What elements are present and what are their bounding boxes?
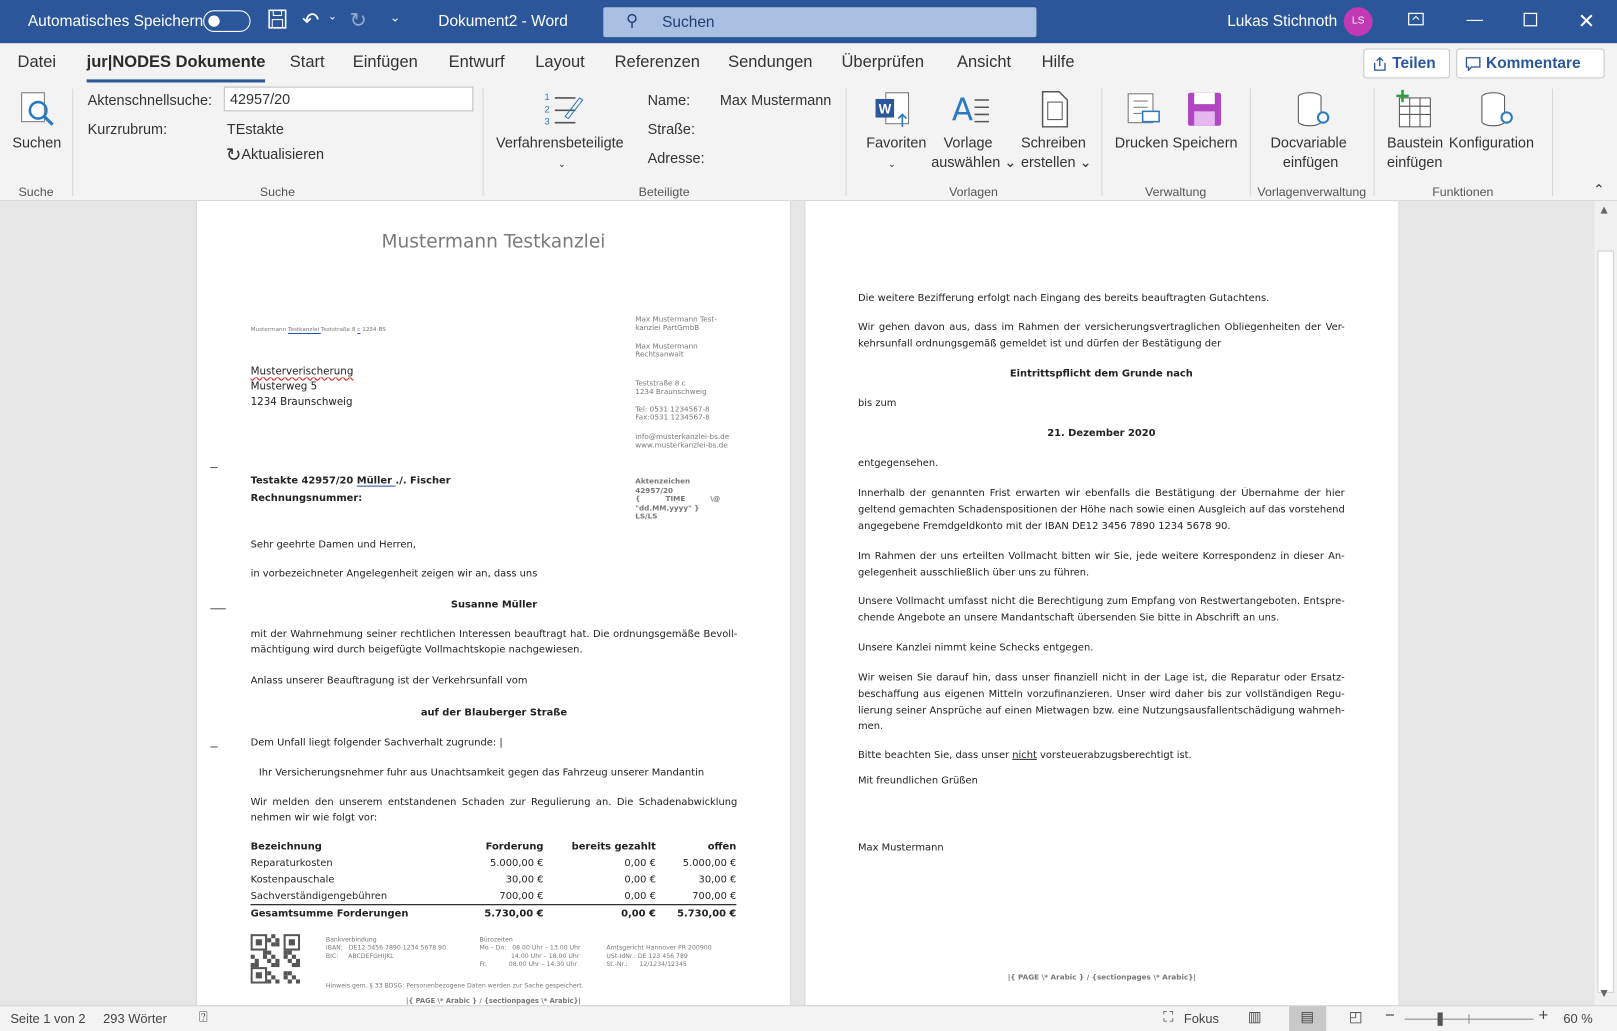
recipient-line-wrap — [251, 366, 354, 378]
group-label-vorlagenverwaltung: Vorlagenverwaltung — [1257, 184, 1367, 199]
group-divider — [846, 89, 847, 196]
subject-c: ./. Fischer — [395, 475, 451, 487]
text-line: geltend gemachten Schadenspositionen der Höhe nach sowie einen Ausgleich auf das vorstehend — [858, 504, 1345, 516]
tab-ueberpruefen[interactable]: Überprüfen — [841, 53, 925, 72]
margin-mark — [210, 467, 217, 468]
vat-a: Bitte beachten Sie, dass unser — [858, 749, 1013, 761]
read-mode-icon[interactable]: ▥ — [1247, 1008, 1262, 1025]
table-cell: Gesamtsumme Forderungen — [250, 908, 409, 920]
aktualisieren-label: Aktualisieren — [241, 145, 325, 162]
scroll-down-icon[interactable]: ▼ — [1600, 988, 1608, 1000]
sender-c: Teststraße 8 — [320, 326, 358, 334]
bank-line: BIC: ABCDEFGHIJKL — [325, 952, 394, 960]
sidebar-line: Rechtsanwalt — [635, 350, 684, 359]
text-line: Wir melden den unserem entstandenen Schaden zur Regulierung an. Die Schadenabwicklung — [250, 796, 738, 809]
baustein-label-2: einfügen — [1387, 153, 1443, 171]
text-line: bis zum — [858, 397, 897, 410]
tab-hilfe[interactable]: Hilfe — [1041, 53, 1075, 72]
court-line: USt-IdNr.: DE 123 456 789 — [606, 952, 688, 960]
sidebar-line: Tel: 0531 1234567-8 — [635, 405, 710, 414]
margin-mark — [210, 746, 217, 747]
group-divider — [1250, 89, 1251, 196]
table-cell: 700,00 € — [692, 890, 737, 903]
text-line: men. — [858, 720, 884, 733]
chevron-down-icon: ⌄ — [887, 158, 896, 170]
hours-line: Fr: 08.00 Uhr – 14.30 Uhr — [479, 960, 578, 969]
subject-a: Testakte 42957/20 — [250, 475, 357, 487]
tab-datei[interactable]: Datei — [17, 53, 57, 72]
autosave-label: Automatisches Speichern — [27, 12, 204, 30]
comments-button[interactable] — [1456, 48, 1605, 78]
text-line: Anlass unserer Beauftragung ist der Verkehrsunfall vom — [250, 675, 528, 687]
refresh-icon: ↻ — [225, 144, 242, 165]
text-line: Die weitere Bezifferung erfolgt nach Eingang des bereits beauftragten Gutachtens. — [858, 292, 1270, 305]
table-cell: 0,00 € — [624, 890, 656, 903]
reference-line: "dd.MM.yyyy" } — [635, 503, 700, 512]
comment-icon — [1465, 56, 1480, 70]
text-line: entgegensehen. — [858, 457, 939, 470]
user-name[interactable]: Lukas Stichnoth — [1227, 12, 1338, 30]
recipient-line: Musterverischerung — [250, 366, 354, 378]
text-line: nehmen wir wie folgt vor: — [250, 812, 378, 824]
court-line: St.-Nr.: 12/1234/12345 — [606, 960, 687, 969]
database-config-icon — [1479, 91, 1516, 130]
margin-mark — [210, 608, 225, 609]
group-divider — [1374, 89, 1375, 196]
sender-b: Testkanzlei — [287, 326, 321, 334]
signature: Max Mustermann — [858, 842, 944, 854]
table-cell: 700,00 € — [499, 890, 544, 903]
table-cell: bereits gezahlt — [571, 841, 656, 853]
text-line: gelegenheit ausschließlich über uns zu führen. — [858, 567, 1090, 579]
svg-text:1: 1 — [544, 92, 550, 103]
sidebar-line: kanzlei PartGmbB — [635, 323, 700, 332]
scroll-up-icon[interactable]: ▲ — [1600, 205, 1608, 216]
sidebar-line: www.musterkanzlei-bs.de — [635, 441, 728, 450]
text-line: Ihr Versicherungsnehmer fuhr aus Unachtsamkeit gegen das Fahrzeug unserer Mandantin — [258, 767, 705, 779]
subject-line — [251, 475, 451, 487]
group-label-verwaltung: Verwaltung — [1145, 184, 1207, 199]
vat-c: vorsteuerabzugsberechtigt ist. — [1036, 749, 1192, 761]
group-divider — [72, 89, 73, 196]
scrollbar-thumb[interactable] — [1597, 251, 1614, 993]
speichern-button[interactable] — [1172, 87, 1242, 169]
konfiguration-label: Konfiguration — [1448, 134, 1535, 151]
sidebar-line: 1234 Braunschweig — [635, 387, 707, 396]
table-cell: Sachverständigengebühren — [250, 890, 388, 903]
vat-line — [858, 750, 1192, 762]
favoriten-button[interactable] — [861, 87, 929, 176]
vertical-scrollbar[interactable] — [1594, 201, 1617, 1005]
numbered-list-icon — [542, 90, 583, 129]
tab-layout[interactable]: Layout — [535, 53, 585, 72]
text-line: auf der Blauberger Straße — [420, 707, 568, 719]
document-title: Dokument2 - Word — [438, 12, 568, 30]
table-cell: 0,00 € — [624, 874, 656, 886]
verfahrensbeteiligte-button[interactable] — [493, 87, 633, 169]
customize-qat-icon[interactable]: ⌄ — [389, 10, 401, 25]
table-cell: Reparaturkosten — [250, 857, 333, 870]
group-label-suche: Suche — [18, 184, 54, 199]
recipient-line: Musterweg 5 — [250, 381, 318, 393]
status-bar — [0, 1005, 1617, 1031]
table-cell: 30,00 € — [698, 874, 737, 886]
table-cell: 0,00 € — [624, 857, 656, 870]
group-label-suche: Suche — [259, 184, 295, 199]
group-label-funktionen: Funktionen — [1432, 184, 1494, 199]
kurzrubrum-value: TEstakte — [226, 120, 284, 138]
table-cell: 30,00 € — [505, 874, 544, 886]
table-cell: 5.730,00 € — [677, 908, 737, 920]
name-value: Max Mustermann — [719, 91, 832, 109]
adresse-label: Adresse: — [647, 149, 705, 166]
strasse-label: Straße: — [647, 120, 695, 138]
tab-sendungen[interactable]: Sendungen — [728, 53, 813, 72]
vat-b: nicht — [1012, 749, 1037, 761]
reference-line: { TIME \@ — [635, 494, 721, 504]
suchen-button[interactable] — [8, 87, 64, 169]
ribbon-tabs — [0, 43, 1617, 84]
tab-jurnodes-dokumente[interactable]: jur|NODES Dokumente — [86, 53, 266, 72]
group-divider — [1552, 89, 1553, 196]
hours-line: Mo – Do: 08.00 Uhr – 13.00 Uhr — [479, 944, 581, 952]
tab-einfuegen[interactable]: Einfügen — [352, 53, 418, 72]
sidebar-line: Teststraße 8 c — [635, 379, 686, 388]
docvariable-einfuegen-button[interactable] — [1266, 87, 1359, 176]
word-favorites-icon — [873, 90, 914, 131]
zoom-100-tick — [1469, 1015, 1470, 1024]
firm-title: Mustermann Testkanzlei — [381, 230, 606, 253]
schreiben-label-1: Schreiben — [1020, 134, 1086, 151]
table-cell: Forderung — [485, 841, 544, 853]
schreiben-label-2: erstellen ⌄ — [1020, 153, 1092, 171]
minimize-icon[interactable]: — — [1466, 11, 1483, 29]
aktualisieren-button[interactable] — [226, 144, 324, 166]
group-label-beteiligte: Beteiligte — [638, 184, 690, 199]
ribbon — [0, 85, 1617, 202]
title-bar — [0, 0, 1617, 43]
svg-text:2: 2 — [544, 104, 550, 115]
sidebar-line: info@musterkanzlei-bs.de — [635, 433, 730, 442]
sidebar-line: Max Mustermann Test- — [635, 315, 717, 324]
vorlage-label-1: Vorlage — [943, 134, 993, 151]
schreiben-erstellen-button[interactable] — [1019, 87, 1093, 176]
tab-referenzen[interactable]: Referenzen — [614, 53, 700, 72]
sender-d: c — [357, 326, 361, 334]
akten-label: Aktenschnellsuche: — [87, 91, 213, 109]
word-count[interactable]: 293 Wörter — [103, 1011, 167, 1026]
comments-label: Kommentare — [1486, 54, 1581, 73]
insert-table-icon — [1394, 90, 1433, 129]
close-icon[interactable]: ✕ — [1577, 10, 1596, 33]
search-icon: ⚲ — [625, 12, 639, 30]
table-cell: 0,00 € — [621, 908, 656, 920]
proofing-icon[interactable]: ⍰ — [199, 1008, 208, 1025]
autosave-toggle[interactable] — [203, 10, 250, 32]
group-label-vorlagen: Vorlagen — [949, 184, 998, 199]
hours-line: Bürozeiten — [479, 936, 513, 944]
table-cell: 5.730,00 € — [484, 908, 544, 920]
document-area — [0, 201, 1617, 1005]
text-line: Susanne Müller — [450, 599, 538, 611]
sender-a: Mustermann — [250, 326, 288, 334]
text-line: mächtigung wird durch beigefügte Vollmachtskopie nachgewiesen. — [250, 644, 583, 656]
text-line: mit der Wahrnehmung seiner rechtlichen Interessen beauftragt hat. Die ordnungsgemäße Bevoll- — [250, 628, 738, 641]
favoriten-label: Favoriten — [866, 134, 927, 151]
konfiguration-button[interactable] — [1448, 87, 1543, 169]
recipient-line: 1234 Braunschweig — [250, 396, 353, 409]
reference-line: 42957/20 — [635, 486, 674, 495]
zoom-in-icon[interactable]: + — [1538, 1007, 1549, 1025]
docvariable-label-1: Docvariable — [1270, 134, 1347, 151]
page-field: |{ PAGE \* Arabic } / {sectionpages \* Arabic}| — [1007, 973, 1197, 982]
redo-icon[interactable]: ↻ — [349, 9, 367, 32]
vorlage-label-2: auswählen ⌄ — [931, 153, 1017, 171]
page-1[interactable] — [197, 201, 790, 1005]
baustein-label-1: Baustein — [1387, 134, 1444, 151]
table-cell: 5.000,00 € — [682, 857, 737, 870]
sender-line — [251, 326, 386, 334]
table-cell: 5.000,00 € — [489, 857, 544, 870]
page-2[interactable] — [805, 201, 1398, 1005]
print-list-icon — [1124, 91, 1161, 128]
sidebar-line: Fax:0531 1234567-8 — [635, 413, 710, 422]
maximize-icon[interactable] — [1523, 12, 1537, 31]
table-cell: Bezeichnung — [250, 841, 322, 853]
reference-line: Aktenzeichen — [635, 477, 691, 486]
text-line: Unsere Kanzlei nimmt keine Schecks entgegen. — [858, 642, 1094, 654]
sender-e: 1234 BS — [360, 326, 386, 334]
undo-dropdown-icon[interactable]: ⌄ — [327, 11, 337, 23]
text-line: Unsere Vollmacht umfasst nicht die Berechtigung zum Empfang von Restwertangeboten. Entspre- — [858, 595, 1345, 608]
collapse-ribbon-icon[interactable]: ⌃ — [1593, 181, 1605, 197]
new-document-icon — [1040, 90, 1071, 129]
focus-label[interactable]: Fokus — [1183, 1011, 1219, 1026]
text-line: Dem Unfall liegt folgender Sachverhalt zugrunde: | — [250, 737, 503, 749]
tab-ansicht[interactable]: Ansicht — [957, 53, 1012, 72]
hours-line: 14.00 Uhr – 18.00 Uhr — [479, 952, 580, 960]
page-count[interactable]: Seite 1 von 2 — [10, 1011, 86, 1026]
text-line: Wir gehen davon aus, dass im Rahmen der versicherungsvertraglichen Obliegenheiten der Ver- — [858, 321, 1345, 334]
text-line: Wir weisen Sie darauf hin, dass unser finanziell nicht in der Lage ist, die Reparatur oder Ersatz- — [858, 672, 1345, 684]
baustein-einfuegen-button[interactable] — [1382, 87, 1446, 176]
bank-line: IBAN: DE12 3456 7890 1234 5678 90 — [325, 944, 447, 952]
template-font-icon — [950, 90, 991, 129]
invoice-label: Rechnungsnummer: — [250, 492, 363, 505]
database-settings-icon — [1295, 91, 1332, 130]
vorlage-auswaehlen-button[interactable] — [931, 87, 1017, 176]
svg-text:3: 3 — [544, 116, 550, 127]
qr-code-icon — [251, 934, 301, 983]
reference-line: LS/LS — [635, 512, 658, 521]
text-line: beschaffung aus eigenen Mitteln vorzufinanzieren. Unser wird daher bis zur vollständigen Regu- — [858, 688, 1345, 701]
text-line: in vorbezeichneter Angelegenheit zeigen wir an, dass uns — [250, 568, 538, 580]
zoom-level[interactable]: 60 % — [1563, 1011, 1593, 1026]
verfahrensbeteiligte-label: Verfahrensbeteiligte — [496, 134, 624, 151]
text-line: Im Rahmen der uns erteilten Vollmacht bitten wir Sie, jede weitere Korrespondenz in dieser An- — [858, 550, 1345, 562]
text-line: Sehr geehrte Damen und Herren, — [250, 539, 416, 551]
zoom-slider-thumb[interactable] — [1438, 1012, 1443, 1025]
docvariable-label-2: einfügen — [1282, 153, 1339, 171]
search-document-icon — [19, 91, 56, 128]
table-total-rule — [251, 904, 737, 905]
kurzrubrum-label: Kurzrubrum: — [87, 120, 168, 138]
subject-b: Müller — [356, 475, 396, 487]
share-button[interactable] — [1363, 48, 1450, 78]
text-line: kehrsunfall ordnungsgemäß gemeldet ist und dürfen der Bestätigung der — [858, 338, 1222, 350]
svg-text:A: A — [951, 92, 974, 129]
floppy-save-icon — [1186, 91, 1223, 128]
svg-text:W: W — [878, 101, 892, 117]
bank-line: Bankverbindung — [325, 936, 377, 944]
drucken-button[interactable] — [1112, 87, 1170, 169]
group-divider — [1101, 89, 1102, 196]
share-icon — [1373, 56, 1387, 70]
court-line: Amtsgericht Hannover PR 200900 — [606, 944, 712, 952]
group-divider — [483, 89, 484, 196]
tab-entwurf[interactable]: Entwurf — [448, 53, 505, 72]
print-layout-button[interactable] — [1289, 1006, 1326, 1031]
search-placeholder: Suchen — [662, 13, 715, 31]
page-field: |{ PAGE \* Arabic } / {sectionpages \* Arabic}| — [406, 996, 581, 1006]
zoom-out-icon[interactable]: − — [1384, 1007, 1395, 1025]
ribbon-display-options-icon[interactable] — [1408, 10, 1425, 31]
schreiben-label-2-text: erstellen — [1020, 153, 1076, 171]
print-layout-icon: ▤ — [1300, 1008, 1315, 1025]
text-line: lierung seiner Ansprüche auf einen Mietwagen bzw. eine Nutzungsausfallentschädigung wahrneh- — [858, 705, 1345, 717]
chevron-down-icon: ⌄ — [557, 158, 566, 170]
aktenschnellsuche-input[interactable]: 42957/20 — [224, 87, 474, 112]
speichern-label: Speichern — [1172, 134, 1238, 151]
text-line: chende Angebote an unsere Mandantschaft übersenden Sie bitte in Abschrift an uns. — [858, 612, 1280, 624]
save-icon[interactable] — [267, 8, 288, 35]
sidebar-line: Max Mustermann — [635, 342, 698, 351]
text-line: 21. Dezember 2020 — [1047, 427, 1156, 440]
vorlage-label-2-text: auswählen — [931, 153, 1001, 171]
privacy-notice: Hinweis gem. § 33 BDSG: Personenbezogene Daten werden zur Sache gespeichert. — [325, 982, 584, 990]
web-layout-icon[interactable]: ◰ — [1348, 1008, 1363, 1025]
share-label: Teilen — [1392, 54, 1436, 73]
avatar[interactable]: LS — [1344, 7, 1373, 36]
drucken-label: Drucken — [1114, 134, 1169, 151]
focus-icon[interactable]: ⛶ — [1163, 1008, 1174, 1025]
tab-start[interactable]: Start — [289, 53, 325, 72]
name-label: Name: — [647, 91, 691, 109]
table-cell: offen — [707, 841, 737, 853]
text-line: angegebene Fremdgeldkonto mit der IBAN DE12 3456 7890 1234 5678 90. — [858, 520, 1231, 532]
text-line: Innerhalb der genannten Frist erwarten wir ebenfalls die Bestätigung der Übernahme der hier — [858, 487, 1345, 500]
text-line: Eintrittspflicht dem Grunde nach — [1009, 368, 1193, 380]
suchen-label: Suchen — [12, 134, 62, 151]
table-cell: Kostenpauschale — [250, 874, 335, 886]
search-box[interactable] — [603, 7, 1036, 37]
closing: Mit freundlichen Grüßen — [858, 775, 978, 787]
undo-icon[interactable]: ↶ — [302, 9, 320, 32]
